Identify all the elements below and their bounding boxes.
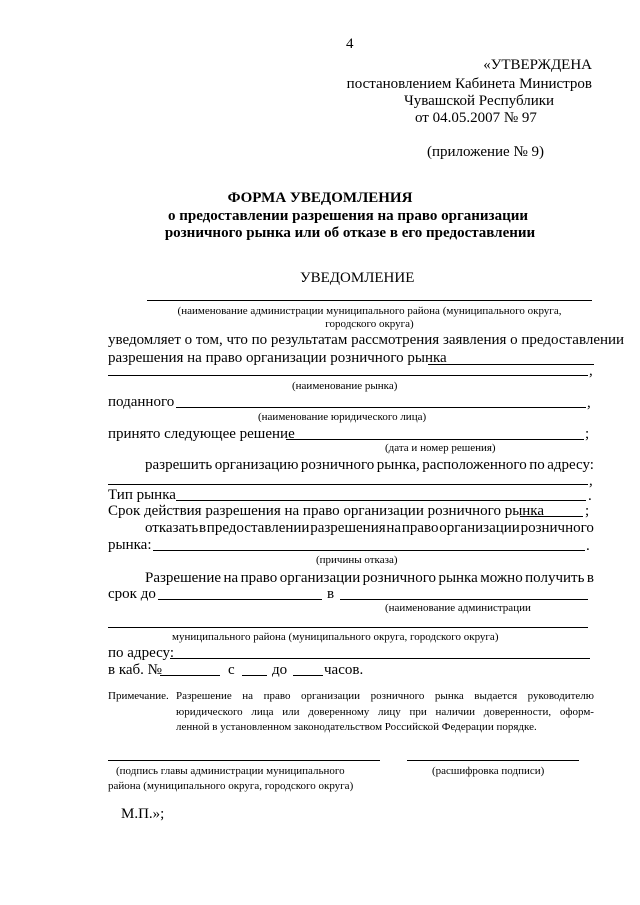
market-type-field[interactable] [176,500,586,501]
hours-from-field[interactable] [242,675,267,676]
form-title: ФОРМА УВЕДОМЛЕНИЯ [227,190,413,206]
semicolon-1: ; [585,426,590,442]
notify-field[interactable] [428,364,594,365]
market-type-label: Тип рынка [108,487,176,503]
admin-name-hint-2: городского округа) [325,318,414,330]
approval-line-2: постановлением Кабинета Министров [346,76,592,92]
stamp-place: М.П.»; [121,806,165,822]
office-no-field[interactable] [160,675,220,676]
note-line-1: Разрешение на право организации розничного рынка выдается руководителю [176,690,594,702]
comma-1: , [589,363,593,379]
signature-decoding-field[interactable] [407,760,579,761]
comma-3: , [589,473,593,489]
form-subtitle-line-1: о предоставлении разрешения на право организации [167,208,528,224]
admin-office-field-2[interactable] [108,627,588,628]
notice-heading: УВЕДОМЛЕНИЕ [300,270,415,286]
form-subtitle-line-2: розничного рынка или об отказе в его предоставлении [164,225,536,241]
approval-line-4: от 04.05.2007 № 97 [415,110,537,126]
submitted-label: поданного [108,394,175,410]
comma-2: , [587,395,591,411]
dot-2: . [586,538,590,554]
term-date-field[interactable] [158,599,322,600]
note-label: Примечание. [108,690,169,702]
market-name-field[interactable] [108,375,588,376]
office-no-label: в каб. № [108,662,162,678]
at-address-label: по адресу: [108,645,175,661]
decision-hint: (дата и номер решения) [385,442,496,454]
semicolon-2: ; [585,503,590,519]
admin-name-hint-3: (наименование администрации [385,602,531,614]
notify-text-2: разрешения на право организации розничного рынка [108,350,447,366]
legal-entity-field[interactable] [176,407,586,408]
allow-address-field[interactable] [108,484,588,485]
validity-field[interactable] [520,516,583,517]
in-label: в [327,586,335,602]
allow-text: разрешить организацию розничного рынка, расположенного по адресу: [145,457,594,473]
head-signature-hint-2: района (муниципального округа, городского округа) [108,780,354,792]
to-label: до [272,662,288,678]
refuse-text: отказать в предоставлении разрешения на право организации розничного [145,520,594,536]
term-until-label: срок до [108,586,156,602]
dot-1: . [588,488,592,504]
market-name-hint: (наименование рынка) [292,380,398,392]
market-colon-label: рынка: [108,537,152,553]
hours-label: часов. [324,662,364,678]
head-signature-hint-1: (подпись главы администрации муниципального [116,765,345,777]
admin-name-hint-1: (наименование администрации муниципального района (муниципального округа, [177,305,562,317]
signature-decoding-hint: (расшифровка подписи) [432,765,545,777]
notify-text-1: уведомляет о том, что по результатам рассмотрения заявления о предоставлении [108,332,625,348]
note-line-3: ленной в установленном законодательством Российской Федерации порядке. [176,721,537,733]
decision-field[interactable] [286,439,584,440]
permit-text: Разрешение на право организации розничного рынка можно получить в [145,570,594,586]
decision-label: принято следующее решение [108,426,295,442]
hours-to-field[interactable] [293,675,323,676]
from-label: с [228,662,235,678]
approval-line-1: «УТВЕРЖДЕНА [483,57,592,73]
admin-continued-hint: муниципального района (муниципального округа, городского округа) [172,631,499,643]
approval-line-3: Чувашской Республики [404,93,555,109]
validity-label: Срок действия разрешения на право организации розничного рынка [108,503,545,519]
admin-office-field[interactable] [340,599,588,600]
legal-entity-hint: (наименование юридического лица) [258,411,427,423]
refusal-reasons-hint: (причины отказа) [316,554,398,566]
appendix-note: (приложение № 9) [427,144,545,160]
page-number: 4 [346,36,354,52]
head-signature-field[interactable] [108,760,380,761]
office-address-field[interactable] [170,658,590,659]
refusal-reasons-field[interactable] [153,550,585,551]
admin-name-field[interactable] [147,300,592,301]
note-line-2: юридического лица или доверенному лицу при наличии доверенности, оформ- [176,706,594,718]
